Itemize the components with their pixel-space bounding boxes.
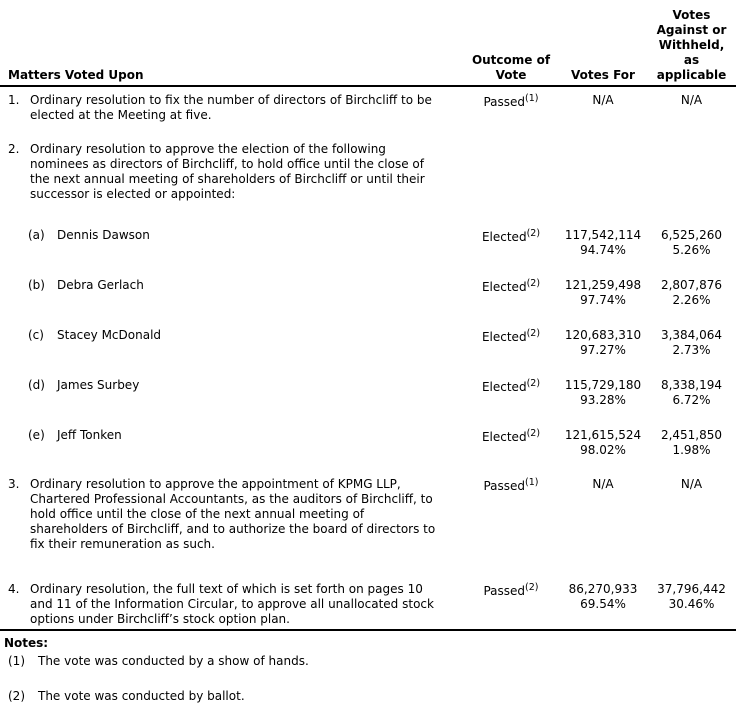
nominee-c-votes-for xyxy=(559,328,647,358)
votes-against-percent: 2.26% xyxy=(672,293,711,307)
votes-for-percent: 98.02% xyxy=(580,443,626,457)
matter-text-line: Ordinary resolution to approve the appointment of KPMG LLP, xyxy=(30,477,401,491)
matter-text-line: Chartered Professional Accountants, as the auditors of Birchcliff, to xyxy=(30,492,433,506)
nominee-row-d xyxy=(8,378,736,408)
nominee-d-outcome xyxy=(463,380,559,410)
nominee-a-votes-for xyxy=(559,228,647,258)
votes-against-percent: 5.26% xyxy=(672,243,711,257)
votes-for-percent: 97.27% xyxy=(580,343,626,357)
table-header-row xyxy=(8,0,736,83)
votes-for-percent: 69.54% xyxy=(580,597,626,611)
matter-text-line: Ordinary resolution to fix the number of directors of Birchcliff to be xyxy=(30,93,432,107)
table-row-matter-4 xyxy=(8,582,736,627)
votes-for-value: 121,259,498 xyxy=(564,278,642,292)
nominee-e-name-cell xyxy=(8,428,463,458)
votes-for-percent: 94.74% xyxy=(580,243,626,257)
votes-for-value: N/A xyxy=(592,477,614,491)
nominee-b-name-cell xyxy=(8,278,463,308)
header-votes-against xyxy=(647,8,736,83)
nominee-row-a xyxy=(8,228,736,258)
outcome-footnote-ref: (1) xyxy=(525,93,539,104)
outcome-footnote-ref: (1) xyxy=(525,477,539,488)
nominee-d-votes-for xyxy=(559,378,647,408)
votes-for-percent: 97.74% xyxy=(580,293,626,307)
footnote-2-label: (2) xyxy=(8,689,25,703)
nominee-a-outcome xyxy=(463,230,559,260)
nominee-row-e xyxy=(8,428,736,458)
matter-2-number: 2. xyxy=(8,142,20,156)
votes-against-percent: 6.72% xyxy=(672,393,711,407)
header-votes-for-label: Votes For xyxy=(571,68,635,82)
matter-3-votes-against xyxy=(647,477,736,552)
nominee-name: James Surbey xyxy=(57,378,140,392)
nominee-e-votes-against xyxy=(647,428,736,458)
nominee-name: Debra Gerlach xyxy=(57,278,144,292)
outcome-footnote-ref: (2) xyxy=(526,428,541,439)
nominee-c-votes-against xyxy=(647,328,736,358)
outcome-value: Elected xyxy=(481,230,527,244)
nominee-label: (b) xyxy=(28,278,45,292)
matter-4-outcome xyxy=(463,584,559,629)
header-outcome-line: Outcome of xyxy=(471,53,551,67)
nominee-c-name-cell xyxy=(8,328,463,358)
header-against-line: as xyxy=(683,53,700,67)
matter-1-text xyxy=(8,93,463,123)
matter-text-line: Ordinary resolution, the full text of which is set forth on pages 10 xyxy=(30,582,423,596)
votes-for-value: 117,542,114 xyxy=(564,228,642,242)
footnote-2-text: The vote was conducted by ballot. xyxy=(38,689,245,703)
nominee-a-name-cell xyxy=(8,228,463,258)
outcome-value: Passed xyxy=(483,479,526,493)
outcome-footnote-ref: (2) xyxy=(526,228,541,239)
matter-4-text xyxy=(8,582,463,627)
table-row-matter-1 xyxy=(8,93,736,123)
matter-4-votes-for xyxy=(559,582,647,627)
nominee-b-votes-for xyxy=(559,278,647,308)
matter-text-line: nominees as directors of Birchcliff, to hold office until the close of xyxy=(30,157,424,171)
table-row-matter-2 xyxy=(8,142,736,202)
matter-text-line: elected at the Meeting at five. xyxy=(30,108,212,122)
matter-3-text xyxy=(8,477,463,552)
votes-against-value: 37,796,442 xyxy=(657,582,726,596)
nominee-b-outcome xyxy=(463,280,559,310)
nominee-d-votes-against xyxy=(647,378,736,408)
header-against-line: Against or xyxy=(656,23,727,37)
table-row-matter-3 xyxy=(8,477,736,552)
matter-text-line: options under Birchcliff’s stock option plan. xyxy=(30,612,290,626)
matter-text-line: shareholders of Birchcliff, and to authorize the board of directors to xyxy=(30,522,436,536)
nominee-name: Jeff Tonken xyxy=(57,428,122,442)
nominee-e-outcome xyxy=(463,430,559,460)
votes-for-value: N/A xyxy=(592,93,614,107)
outcome-value: Elected xyxy=(481,330,527,344)
matter-text-line: Ordinary resolution to approve the election of the following xyxy=(30,142,386,156)
outcome-footnote-ref: (2) xyxy=(526,278,541,289)
nominee-d-name-cell xyxy=(8,378,463,408)
matter-text-line: the next annual meeting of shareholders of Birchcliff or until their xyxy=(30,172,425,186)
matter-text-line: fix their remuneration as such. xyxy=(30,537,215,551)
votes-for-value: 86,270,933 xyxy=(568,582,638,596)
votes-against-percent: 30.46% xyxy=(668,597,715,611)
notes-title: Notes: xyxy=(4,636,49,650)
nominee-c-outcome xyxy=(463,330,559,360)
header-outcome-of-vote xyxy=(463,53,559,83)
matter-text-line: successor is elected or appointed: xyxy=(30,187,236,201)
outcome-value: Passed xyxy=(483,95,526,109)
header-matters-voted-upon: Matters Voted Upon xyxy=(8,68,144,82)
matter-1-votes-against xyxy=(647,93,736,123)
header-votes-for xyxy=(559,68,647,83)
matter-3-number: 3. xyxy=(8,477,20,491)
matter-4-votes-against xyxy=(647,582,736,627)
header-against-line: Votes xyxy=(672,8,711,22)
matter-3-outcome xyxy=(463,479,559,554)
matter-text-line: hold office until the close of the next annual meeting of xyxy=(30,507,365,521)
nominee-b-votes-against xyxy=(647,278,736,308)
footnote-1-text: The vote was conducted by a show of hands. xyxy=(38,654,309,668)
outcome-value: Elected xyxy=(481,430,527,444)
outcome-value: Elected xyxy=(481,380,527,394)
nominee-label: (c) xyxy=(28,328,44,342)
votes-against-percent: 2.73% xyxy=(672,343,711,357)
outcome-footnote-ref: (2) xyxy=(526,328,541,339)
matter-3-votes-for xyxy=(559,477,647,552)
outcome-footnote-ref: (2) xyxy=(526,378,541,389)
matter-4-number: 4. xyxy=(8,582,20,596)
outcome-value: Passed xyxy=(483,584,526,598)
votes-for-value: 120,683,310 xyxy=(564,328,642,342)
votes-against-value: N/A xyxy=(680,477,703,491)
nominee-e-votes-for xyxy=(559,428,647,458)
outcome-footnote-ref: (2) xyxy=(525,582,539,593)
nominee-label: (e) xyxy=(28,428,45,442)
matter-1-number: 1. xyxy=(8,93,20,107)
votes-against-value: 2,807,876 xyxy=(660,278,723,292)
votes-for-value: 115,729,180 xyxy=(564,378,642,392)
nominee-name: Stacey McDonald xyxy=(57,328,162,342)
votes-against-value: N/A xyxy=(680,93,703,107)
nominee-row-c xyxy=(8,328,736,358)
matter-1-votes-for xyxy=(559,93,647,123)
votes-for-value: 121,615,524 xyxy=(564,428,642,442)
votes-for-percent: 93.28% xyxy=(580,393,626,407)
matter-2-text xyxy=(8,142,463,202)
nominee-label: (a) xyxy=(28,228,45,242)
nominee-name: Dennis Dawson xyxy=(57,228,150,242)
notes-divider-line xyxy=(0,629,736,631)
votes-against-value: 3,384,064 xyxy=(660,328,723,342)
nominee-a-votes-against xyxy=(647,228,736,258)
footnote-1 xyxy=(8,654,744,669)
matter-text-line: and 11 of the Information Circular, to approve all unallocated stock xyxy=(30,597,434,611)
nominee-label: (d) xyxy=(28,378,45,392)
footnote-1-label: (1) xyxy=(8,654,25,668)
matter-1-outcome xyxy=(463,95,559,125)
votes-against-percent: 1.98% xyxy=(672,443,711,457)
votes-against-value: 8,338,194 xyxy=(660,378,723,392)
votes-against-value: 2,451,850 xyxy=(660,428,723,442)
header-outcome-line: Vote xyxy=(495,68,527,82)
header-divider-line xyxy=(0,85,736,87)
header-against-line: applicable xyxy=(656,68,727,82)
nominee-row-b xyxy=(8,278,736,308)
votes-against-value: 6,525,260 xyxy=(660,228,723,242)
outcome-value: Elected xyxy=(481,280,527,294)
header-against-line: Withheld, xyxy=(658,38,725,52)
